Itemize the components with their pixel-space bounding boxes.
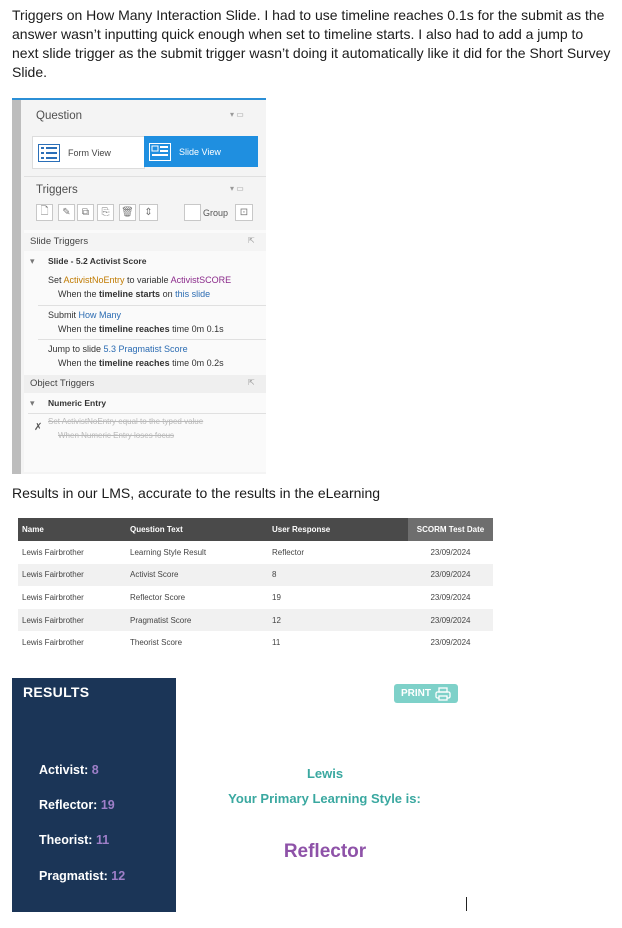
table-row [18,586,493,609]
cell-response: 8 [268,564,408,587]
cell-response: Reflector [272,547,305,557]
cell-question: Activist Score [126,564,268,587]
score-label: Theorist: [39,833,96,847]
learner-name: Lewis [306,766,344,781]
trigger-text: When the [58,358,100,368]
copy-trigger-icon[interactable]: ⧉ [77,204,94,221]
slide-view-button[interactable] [144,136,258,167]
slide-view-icon [149,143,171,161]
score-theorist [39,833,109,847]
trigger-item[interactable] [48,310,121,320]
score-value: 8 [91,763,99,777]
disabled-trigger-condition: When Numeric Entry loses focus [58,431,175,440]
cell-name: Lewis Fairbrother [18,609,126,632]
disabled-trigger-icon: ✗ [34,422,43,433]
panel-sidebar [12,100,21,474]
score-label: Activist: [39,763,92,777]
new-trigger-icon[interactable]: 🗋 [36,204,53,221]
trigger-text: Submit [48,310,79,320]
form-view-label: Form View [68,147,111,158]
delete-trigger-icon[interactable]: 🗑 [119,204,136,221]
object-triggers-header: Object Triggers [30,378,95,389]
collapse-icon[interactable]: ▾ ▭ [230,110,244,119]
cell-response: 19 [272,592,281,602]
results-panel [12,678,176,912]
trigger-text: time 0m 0.2s [169,358,224,368]
cell-question: Theorist Score [130,638,183,648]
cell-name: Lewis Fairbrother [18,564,126,587]
column-header[interactable]: SCORM Test Date [408,518,493,541]
cell-question: Reflector Score [130,592,186,602]
cell-response: 12 [268,609,408,632]
trigger-event: timeline starts [99,289,161,299]
results-title: RESULTS [23,684,90,700]
trigger-text: on [160,289,176,299]
triggers-panel-screenshot [12,98,266,474]
cell-question: Pragmatist Score [126,609,268,632]
printer-icon [435,687,451,701]
group-label: Group [203,208,229,218]
lms-caption: Results in our LMS, accurate to the results in the eLearning [12,485,381,501]
print-label: PRINT [401,688,431,699]
trigger-variable[interactable]: ActivistNoEntry [63,275,125,285]
trigger-variable[interactable]: ActivistSCORE [170,275,232,285]
primary-style-value: Reflector [283,841,367,862]
column-header[interactable]: Question Text [126,518,268,541]
score-pragmatist [39,869,125,883]
score-value: 11 [95,833,110,847]
chevron-down-icon[interactable]: ▾ [30,256,35,266]
intro-paragraph: Triggers on How Many Interaction Slide. I had to use timeline reaches 0.1s for the submit as the answer wasn’t inputting quick enough when set to timeline starts. I also had to add a jump to next slide trigger as the submit trigger wasn’t doing it automatically like it did for the Short Survey Slide. [12,7,611,80]
trigger-item[interactable] [48,275,231,285]
cell-date: 23/09/2024 [430,638,471,648]
collapse-icon[interactable]: ▾ ▭ [230,184,244,193]
cell-date: 23/09/2024 [408,609,493,632]
trigger-event: timeline reaches [99,324,170,334]
cell-date: 23/09/2024 [408,564,493,587]
cell-date: 23/09/2024 [430,547,471,557]
cell-name: Lewis Fairbrother [22,592,84,602]
trigger-options-icon[interactable]: ⊡ [235,204,253,221]
score-label: Pragmatist: [39,869,112,883]
trigger-object[interactable]: How Many [78,310,122,320]
cell-name: Lewis Fairbrother [22,547,84,557]
triggers-section-title: Triggers [36,184,78,196]
score-value: 19 [100,798,115,812]
disabled-trigger-item[interactable]: Set ActivistNoEntry equal to the typed value [48,417,204,426]
form-view-button[interactable] [32,136,145,169]
trigger-condition [58,289,210,299]
slide-group-label: Slide - 5.2 Activist Score [48,256,147,266]
text-cursor [466,897,467,911]
column-header[interactable]: User Response [268,518,408,541]
table-row [18,631,493,654]
table-header-row [18,518,493,541]
trigger-condition [58,358,224,368]
chevron-down-icon[interactable]: ▾ [30,398,35,408]
cell-question: Learning Style Result [130,547,207,557]
column-header[interactable]: Name [18,518,126,541]
collapse-all-icon[interactable]: ⇱ [248,378,255,387]
score-label: Reflector: [39,798,101,812]
table-row [18,609,493,632]
cell-name: Lewis Fairbrother [22,638,84,648]
reorder-arrows-icon[interactable]: ⇕ [139,204,158,221]
score-value: 12 [111,869,126,883]
cell-response: 11 [272,638,281,648]
trigger-object[interactable]: 5.3 Pragmatist Score [103,344,188,354]
slide-triggers-header: Slide Triggers [30,236,89,247]
trigger-text: When the [58,324,100,334]
trigger-text: Jump to slide [48,344,104,354]
trigger-text: time 0m 0.1s [169,324,224,334]
object-group-label: Numeric Entry [48,398,107,408]
paste-trigger-icon[interactable]: ⎘ [97,204,114,221]
trigger-object[interactable]: this slide [175,289,211,299]
cell-date: 23/09/2024 [430,592,471,602]
trigger-text: When the [58,289,100,299]
question-section-title: Question [36,110,83,122]
trigger-condition [58,324,224,334]
primary-style-label: Your Primary Learning Style is: [228,791,421,806]
trigger-text: to variable [124,275,171,285]
table-row [18,541,493,564]
table-row [18,564,493,587]
trigger-item[interactable] [48,344,188,354]
edit-trigger-icon[interactable]: ✎ [58,204,75,221]
lms-results-table [18,518,493,654]
group-checkbox[interactable] [184,204,201,221]
form-view-icon [38,144,60,162]
collapse-all-icon[interactable]: ⇱ [248,236,255,245]
trigger-text: Set [48,275,64,285]
score-reflector [39,798,115,812]
print-button[interactable] [394,684,458,703]
slide-view-label: Slide View [179,146,221,157]
trigger-event: timeline reaches [99,358,170,368]
score-activist [39,763,99,777]
